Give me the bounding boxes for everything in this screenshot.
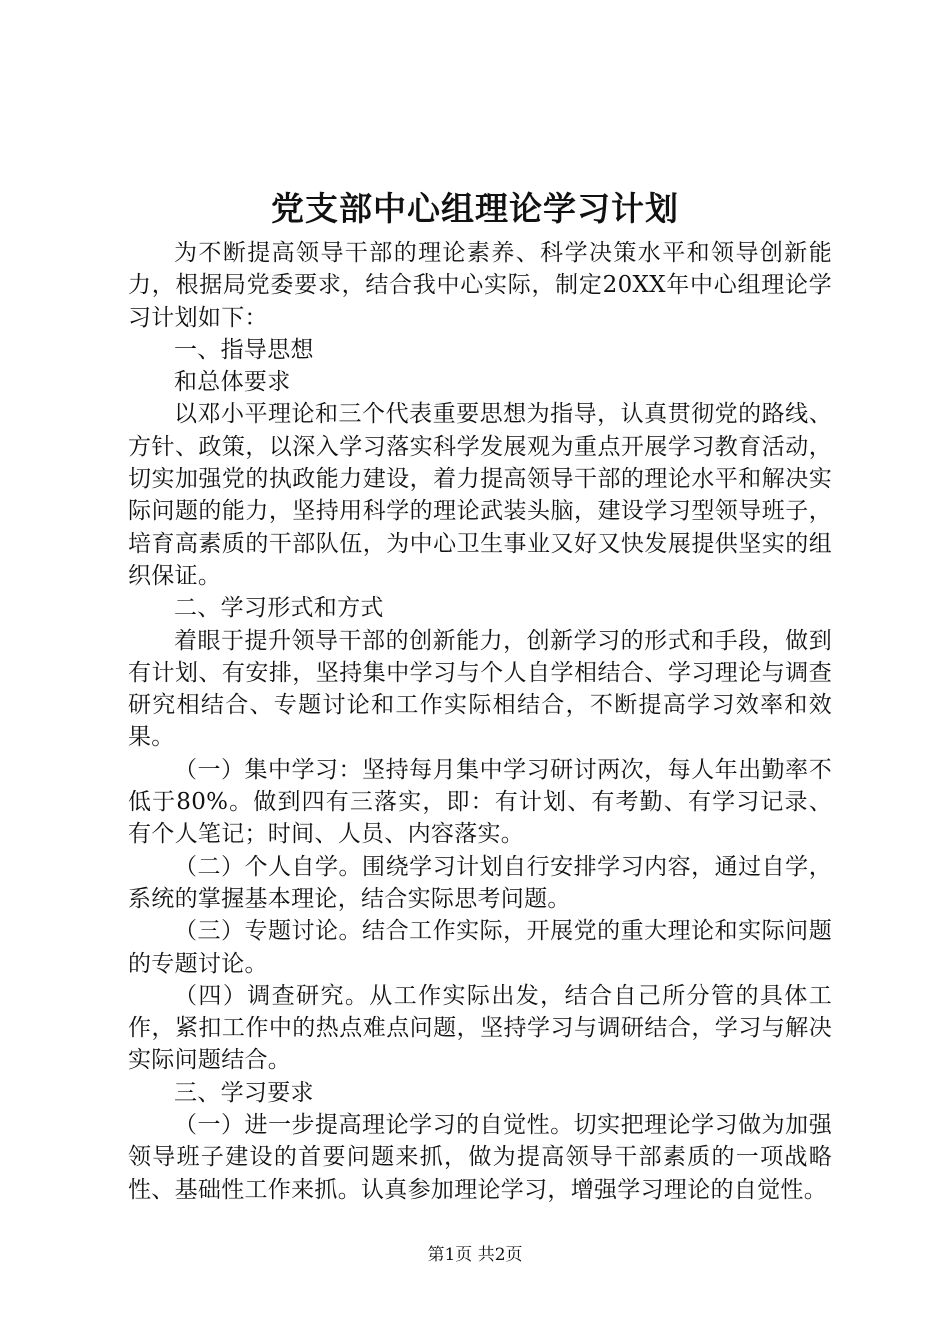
item-self-study: （二）个人自学。围绕学习计划自行安排学习内容，通过自学，系统的掌握基本理论，结合实际思考问题。 [128,853,832,912]
section-heading-study-forms: 二、学习形式和方式 [174,595,384,622]
document-body [128,237,832,1206]
item-investigation-research: （四）调查研究。从工作实际出发，结合自己所分管的具体工作，紧扣工作中的热点难点问题，坚持学习与调研结合，学习与解决实际问题结合。 [128,982,832,1074]
item-centralized-study: （一）集中学习：坚持每月集中学习研讨两次，每人年出勤率不低于80%。做到四有三落实，即：有计划、有考勤、有学习记录、有个人笔记；时间、人员、内容落实。 [128,756,832,848]
item-improve-consciousness: （一）进一步提高理论学习的自觉性。切实把理论学习做为加强领导班子建设的首要问题来抓，做为提高领导干部素质的一项战略性、基础性工作来抓。认真参加理论学习，增强学习理论的自觉性。 [128,1112,832,1203]
section-heading-study-requirements: 三、学习要求 [174,1079,314,1106]
guiding-thought-paragraph: 以邓小平理论和三个代表重要思想为指导，认真贯彻党的路线、方针、政策，以深入学习落实科学发展观为重点开展学习教育活动，切实加强党的执政能力建设，着力提高领导干部的理论水平和解决实际问题的能力，坚持用科学的理论武装头脑，建设学习型领导班子，培育高素质的干部队伍，为中心卫生事业又好又快发展提供坚实的组织保证。 [128,401,832,589]
section-heading-guiding-thought: 一、指导思想 [174,336,314,363]
document-title: 党支部中心组理论学习计划 [271,189,679,228]
study-forms-paragraph: 着眼于提升领导干部的创新能力，创新学习的形式和手段，做到有计划、有安排，坚持集中学习与个人自学相结合、学习理论与调查研究相结合、专题讨论和工作实际相结合，不断提高学习效率和效果。 [128,627,832,751]
page-footer: 第1页 共2页 [427,1245,523,1265]
intro-paragraph: 为不断提高领导干部的理论素养、科学决策水平和领导创新能力，根据局党委要求，结合我中心实际，制定20XX年中心组理论学习计划如下： [128,240,832,331]
section-heading-overall-requirements: 和总体要求 [174,369,291,396]
item-topic-discussion: （三）专题讨论。结合工作实际，开展党的重大理论和实际问题的专题讨论。 [128,918,832,977]
